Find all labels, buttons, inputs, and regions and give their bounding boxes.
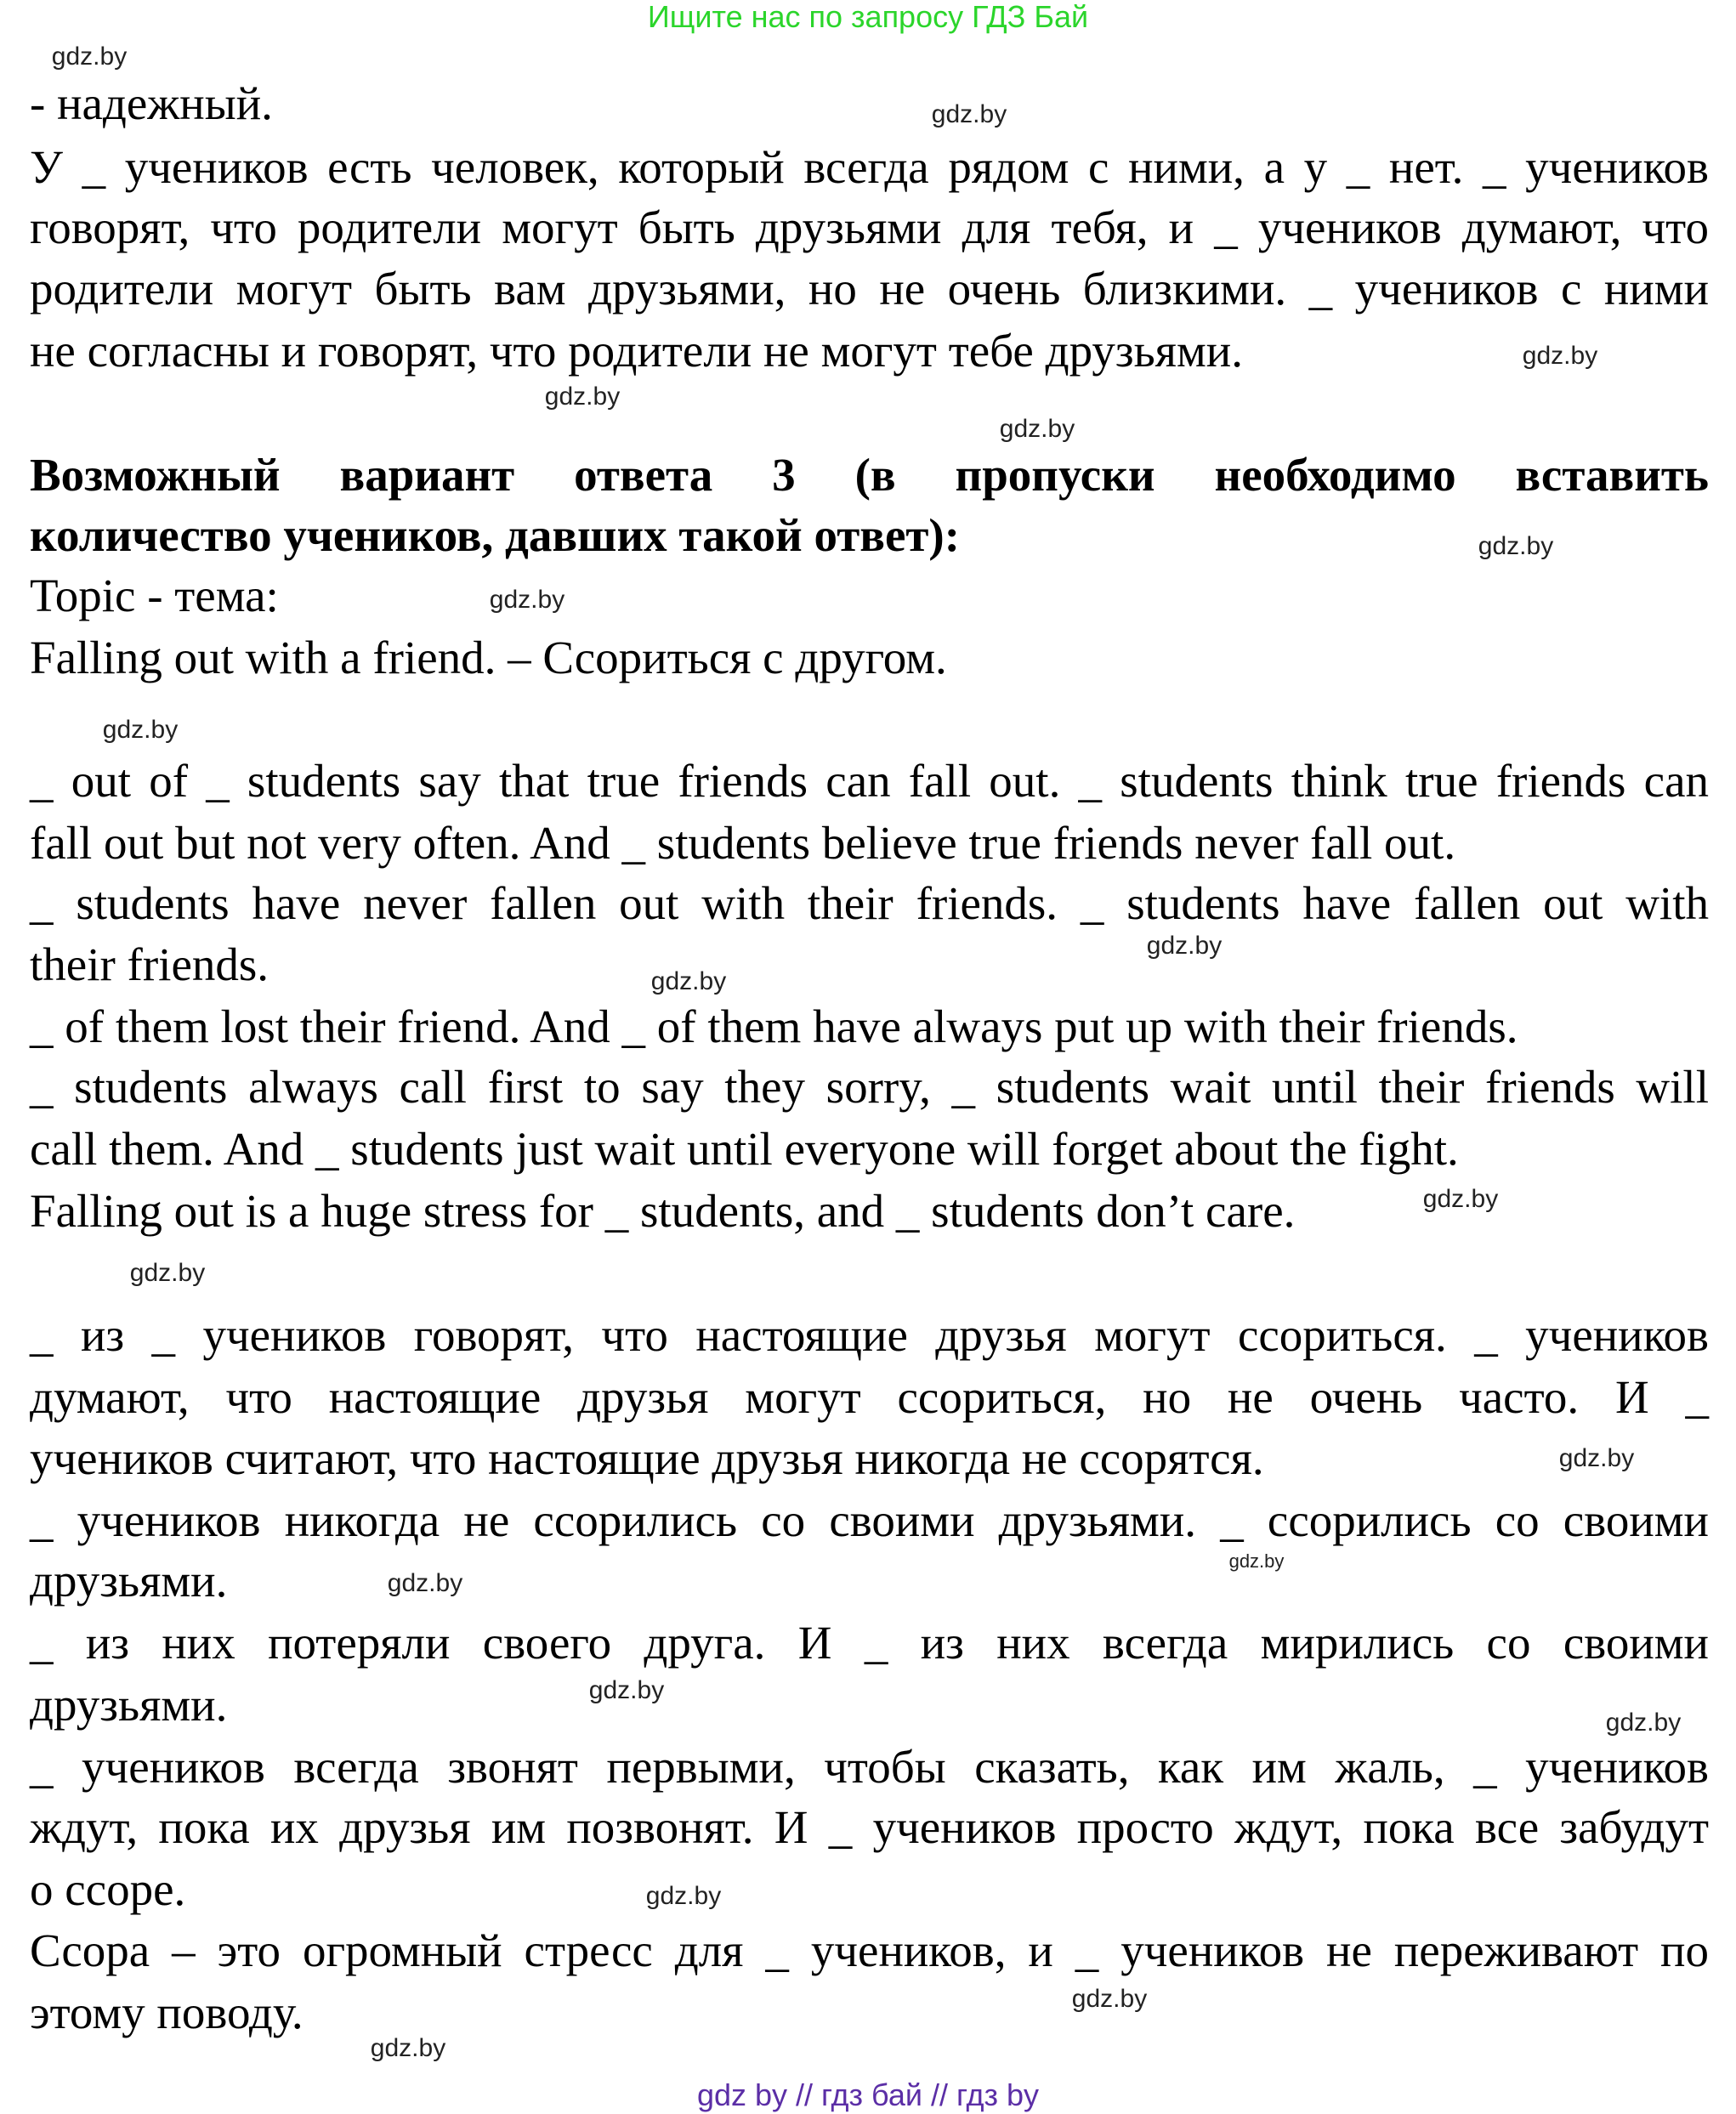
text-line: Ссора – это огромный стресс для _ учеников, и _ учеников не переживают по bbox=[30, 1924, 1709, 1976]
text-line: ждут, пока их друзья им позвонят. И _ учеников просто ждут, пока все забудут bbox=[30, 1801, 1709, 1853]
text-line: Falling out is a huge stress for _ students, and _ students don’t care. bbox=[30, 1185, 1296, 1237]
watermark: gdz.by bbox=[489, 586, 565, 614]
text-line: fall out but not very often. And _ students believe true friends never fall out. bbox=[30, 817, 1456, 869]
watermark: gdz.by bbox=[1422, 1185, 1499, 1213]
watermark: gdz.by bbox=[645, 1882, 722, 1910]
watermark: gdz.by bbox=[1146, 932, 1223, 960]
text-line: _ of them lost their friend. And _ of them have always put up with their friends. bbox=[30, 1000, 1518, 1052]
watermark: gdz.by bbox=[1071, 1985, 1148, 2013]
text-line: _ students have never fallen out with their friends. _ students have fallen out with bbox=[30, 877, 1709, 929]
text-line: учеников считают, что настоящие друзья никогда не ссорятся. bbox=[30, 1432, 1264, 1484]
watermark: gdz.by bbox=[387, 1569, 463, 1597]
watermark: gdz.by bbox=[650, 967, 727, 995]
watermark: gdz.by bbox=[1228, 1550, 1285, 1572]
watermark: gdz.by bbox=[370, 2034, 446, 2062]
heading-line: количество учеников, давших такой ответ): bbox=[30, 509, 961, 561]
watermark: gdz.by bbox=[129, 1259, 206, 1287]
watermark: gdz.by bbox=[102, 716, 179, 744]
watermark: gdz.by bbox=[1605, 1709, 1682, 1737]
text-line: говорят, что родители могут быть друзьями для тебя, и _ учеников думают, что bbox=[30, 201, 1709, 253]
text-line: _ students always call first to say they sorry, _ students wait until their friends will bbox=[30, 1061, 1709, 1113]
text-line: думают, что настоящие друзья могут ссориться, но не очень часто. И _ bbox=[30, 1371, 1709, 1423]
text-line: call them. And _ students just wait until everyone will forget about the fight. bbox=[30, 1123, 1459, 1175]
text-line: о ссоре. bbox=[30, 1863, 186, 1915]
text-line: _ учеников никогда не ссорились со своими друзьями. _ ссорились со своими bbox=[30, 1494, 1709, 1546]
text-line: their friends. bbox=[30, 938, 269, 990]
text-line: _ из _ учеников говорят, что настоящие друзья могут ссориться. _ учеников bbox=[30, 1309, 1709, 1361]
text-line: - надежный. bbox=[30, 77, 273, 129]
text-line: родители могут быть вам друзьями, но не очень близкими. _ учеников с ними bbox=[30, 263, 1709, 315]
watermark: gdz.by bbox=[588, 1676, 665, 1704]
watermark: gdz.by bbox=[931, 100, 1007, 128]
text-line: _ учеников всегда звонят первыми, чтобы сказать, как им жаль, _ учеников bbox=[30, 1741, 1709, 1793]
watermark: gdz.by bbox=[999, 415, 1075, 443]
footer-banner: gdz by // гдз бай // гдз by bbox=[696, 2077, 1040, 2112]
text-line: друзьями. bbox=[30, 1679, 228, 1731]
watermark: gdz.by bbox=[1522, 342, 1598, 370]
text-line: не согласны и говорят, что родители не могут тебе друзьями. bbox=[30, 325, 1243, 377]
text-line: друзьями. bbox=[30, 1555, 228, 1607]
text-line: Falling out with a friend. – Ссориться с другом. bbox=[30, 632, 947, 683]
watermark: gdz.by bbox=[51, 43, 128, 71]
text-line: _ out of _ students say that true friends can fall out. _ students think true friends can bbox=[30, 755, 1709, 807]
search-banner: Ищите нас по запросу ГДЗ Бай bbox=[647, 0, 1089, 34]
text-line: У _ учеников есть человек, который всегда рядом с ними, а у _ нет. _ учеников bbox=[30, 141, 1709, 193]
watermark: gdz.by bbox=[1558, 1444, 1635, 1472]
text-line: Topic - тема: bbox=[30, 570, 279, 621]
text-line: _ из них потеряли своего друга. И _ из них всегда мирились со своими bbox=[30, 1617, 1709, 1669]
text-line: этому поводу. bbox=[30, 1986, 304, 2038]
watermark: gdz.by bbox=[544, 383, 621, 411]
heading-line: Возможный вариант ответа 3 (в пропуски необходимо вставить bbox=[30, 449, 1709, 501]
watermark: gdz.by bbox=[1478, 532, 1554, 560]
